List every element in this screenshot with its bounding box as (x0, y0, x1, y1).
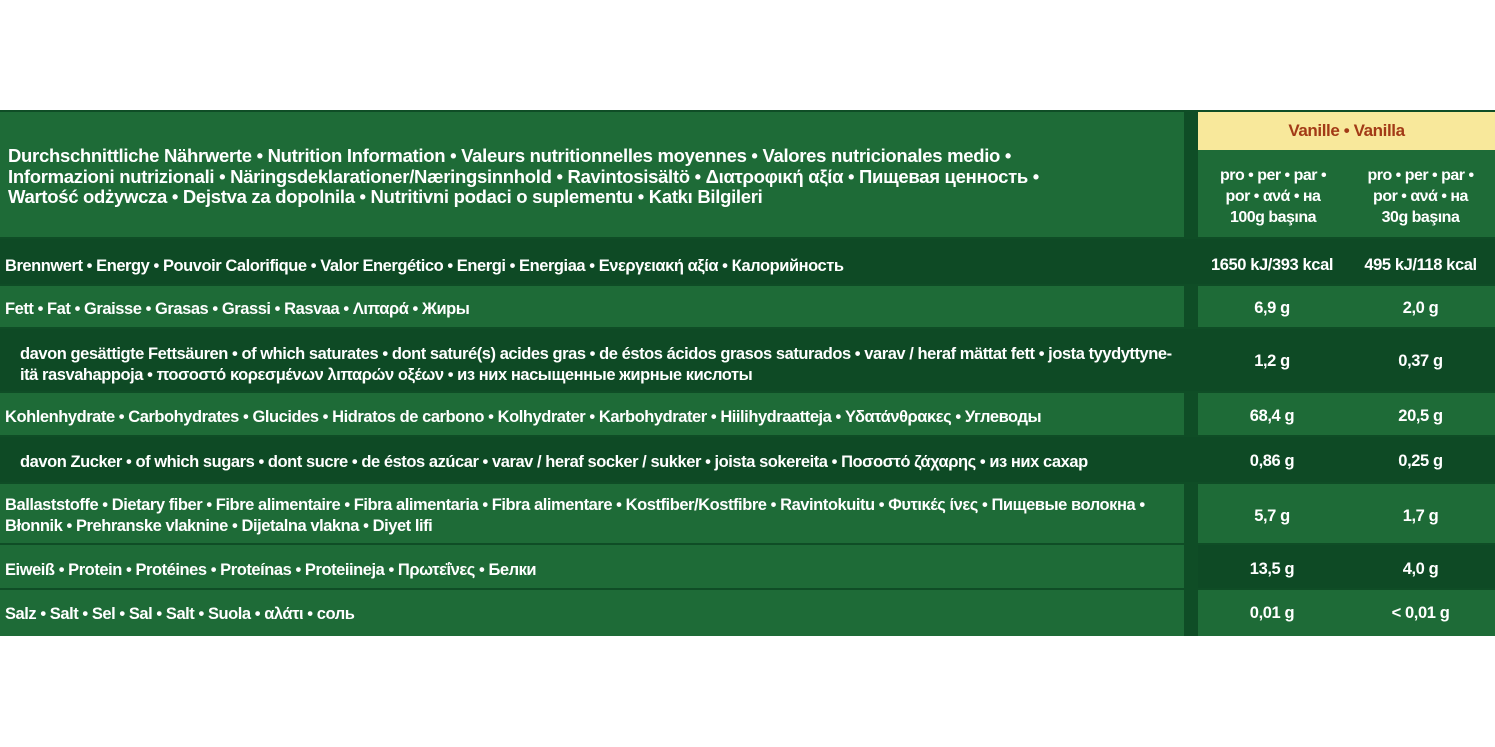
row-value-carbohydrates-30g: 20,5 g (1398, 407, 1443, 425)
row-value-salt-30g: < 0,01 g (1391, 604, 1450, 622)
per-100g-line-3: 100g başına (1229, 209, 1317, 226)
row-value-sugars-30g: 0,25 g (1398, 452, 1443, 470)
per-30g-header (1346, 165, 1495, 228)
row-value-protein-100g: 13,5 g (1249, 560, 1295, 578)
per-30g-line-2: por • ανά • на (1373, 188, 1468, 205)
row-label-fat: Fett • Fat • Graisse • Grasas • Grassi • Rasvaa • Λιπαρά • Жиры (5, 300, 470, 318)
row-label-fiber-line-1: Ballaststoffe • Dietary fiber • Fibre alimentaire • Fibra alimentaria • Fibra alimentare • Kostfiber/Kostfibre • Ravintokuitu • Φυτικές ίνες • Пищевые волокна • (5, 496, 1145, 514)
per-30g-line-1: pro • per • par • (1367, 167, 1474, 184)
per-100g-line-1: pro • per • par • (1219, 167, 1327, 184)
row-value-saturates-100g: 1,2 g (1254, 352, 1290, 370)
row-value-fat-30g: 2,0 g (1402, 299, 1439, 317)
row-label-saturates-line-2: itä rasvahappoja • ποσοστό κορεσμένων λιπαρών οξέων • из них насыщенные жирные кислоты (20, 366, 753, 384)
table-title-line-2: Informazioni nutrizionali • Näringsdeklarationer/Næringsinnhold • Ravintosisältö • Διατροφική αξία • Пищевая ценность • (8, 166, 1039, 187)
row-label-energy: Brennwert • Energy • Pouvoir Calorifique • Valor Energético • Energi • Energiaa • Ενεργειακή αξία • Калорийность (5, 257, 844, 275)
row-divider (0, 391, 1495, 393)
per-30g-line-3: 30g başına (1381, 209, 1460, 226)
row-divider (0, 482, 1495, 484)
row-value-fiber-100g: 5,7 g (1254, 507, 1290, 525)
row-value-fat-100g: 6,9 g (1254, 299, 1290, 317)
row-value-energy-100g: 1650 kJ/393 kcal (1210, 256, 1334, 274)
row-value-salt-100g: 0,01 g (1249, 604, 1295, 622)
row-value-sugars-100g: 0,86 g (1249, 452, 1295, 470)
row-label-carbohydrates: Kohlenhydrate • Carbohydrates • Glucides • Hidratos de carbono • Kolhydrater • Karbohydrater • Hiilihydraatteja • Υδατάνθρακες • Углеводы (5, 408, 1042, 426)
row-label-salt: Salz • Salt • Sel • Sal • Salt • Suola • αλάτι • соль (5, 605, 355, 623)
row-label-sugars: davon Zucker • of which sugars • dont sucre • de éstos azúcar • varav / heraf socker / sukker • joista sokereita • Ποσοστό ζάχαρης • из них сахар (20, 453, 1088, 471)
row-divider (0, 588, 1495, 590)
row-divider (0, 284, 1495, 286)
row-value-saturates-30g: 0,37 g (1398, 352, 1443, 370)
flavor-header: Vanille • Vanilla (1198, 112, 1495, 150)
table-title-line-1: Durchschnittliche Nährwerte • Nutrition Information • Valeurs nutritionnelles moyennes • Valores nutricionales medio • (8, 145, 1012, 166)
row-value-fiber-30g: 1,7 g (1402, 507, 1439, 525)
row-label-saturates-line-1: davon gesättigte Fettsäuren • of which saturates • dont saturé(s) acides gras • de éstos ácidos grasos saturados • varav / heraf mättat fett • josta tyydyttyne- (20, 345, 1172, 363)
row-label-protein: Eiweiß • Protein • Protéines • Proteínas • Proteiineja • Πρωτεΐνες • Белки (5, 561, 537, 579)
table-title-line-3: Wartość odżywcza • Dejstva za dopolnila • Nutritivni podaci o suplementu • Katkı Bilgileri (8, 186, 763, 207)
row-label-fiber-line-2: Błonnik • Prehranske vlaknine • Dijetalna vlakna • Diyet lifi (5, 517, 433, 535)
row-value-protein-30g: 4,0 g (1402, 560, 1439, 578)
per-100g-header (1200, 165, 1346, 228)
row-value-energy-30g: 495 kJ/118 kcal (1364, 256, 1477, 274)
row-value-carbohydrates-100g: 68,4 g (1249, 407, 1295, 425)
per-100g-line-2: por • ανά • на (1225, 188, 1321, 205)
